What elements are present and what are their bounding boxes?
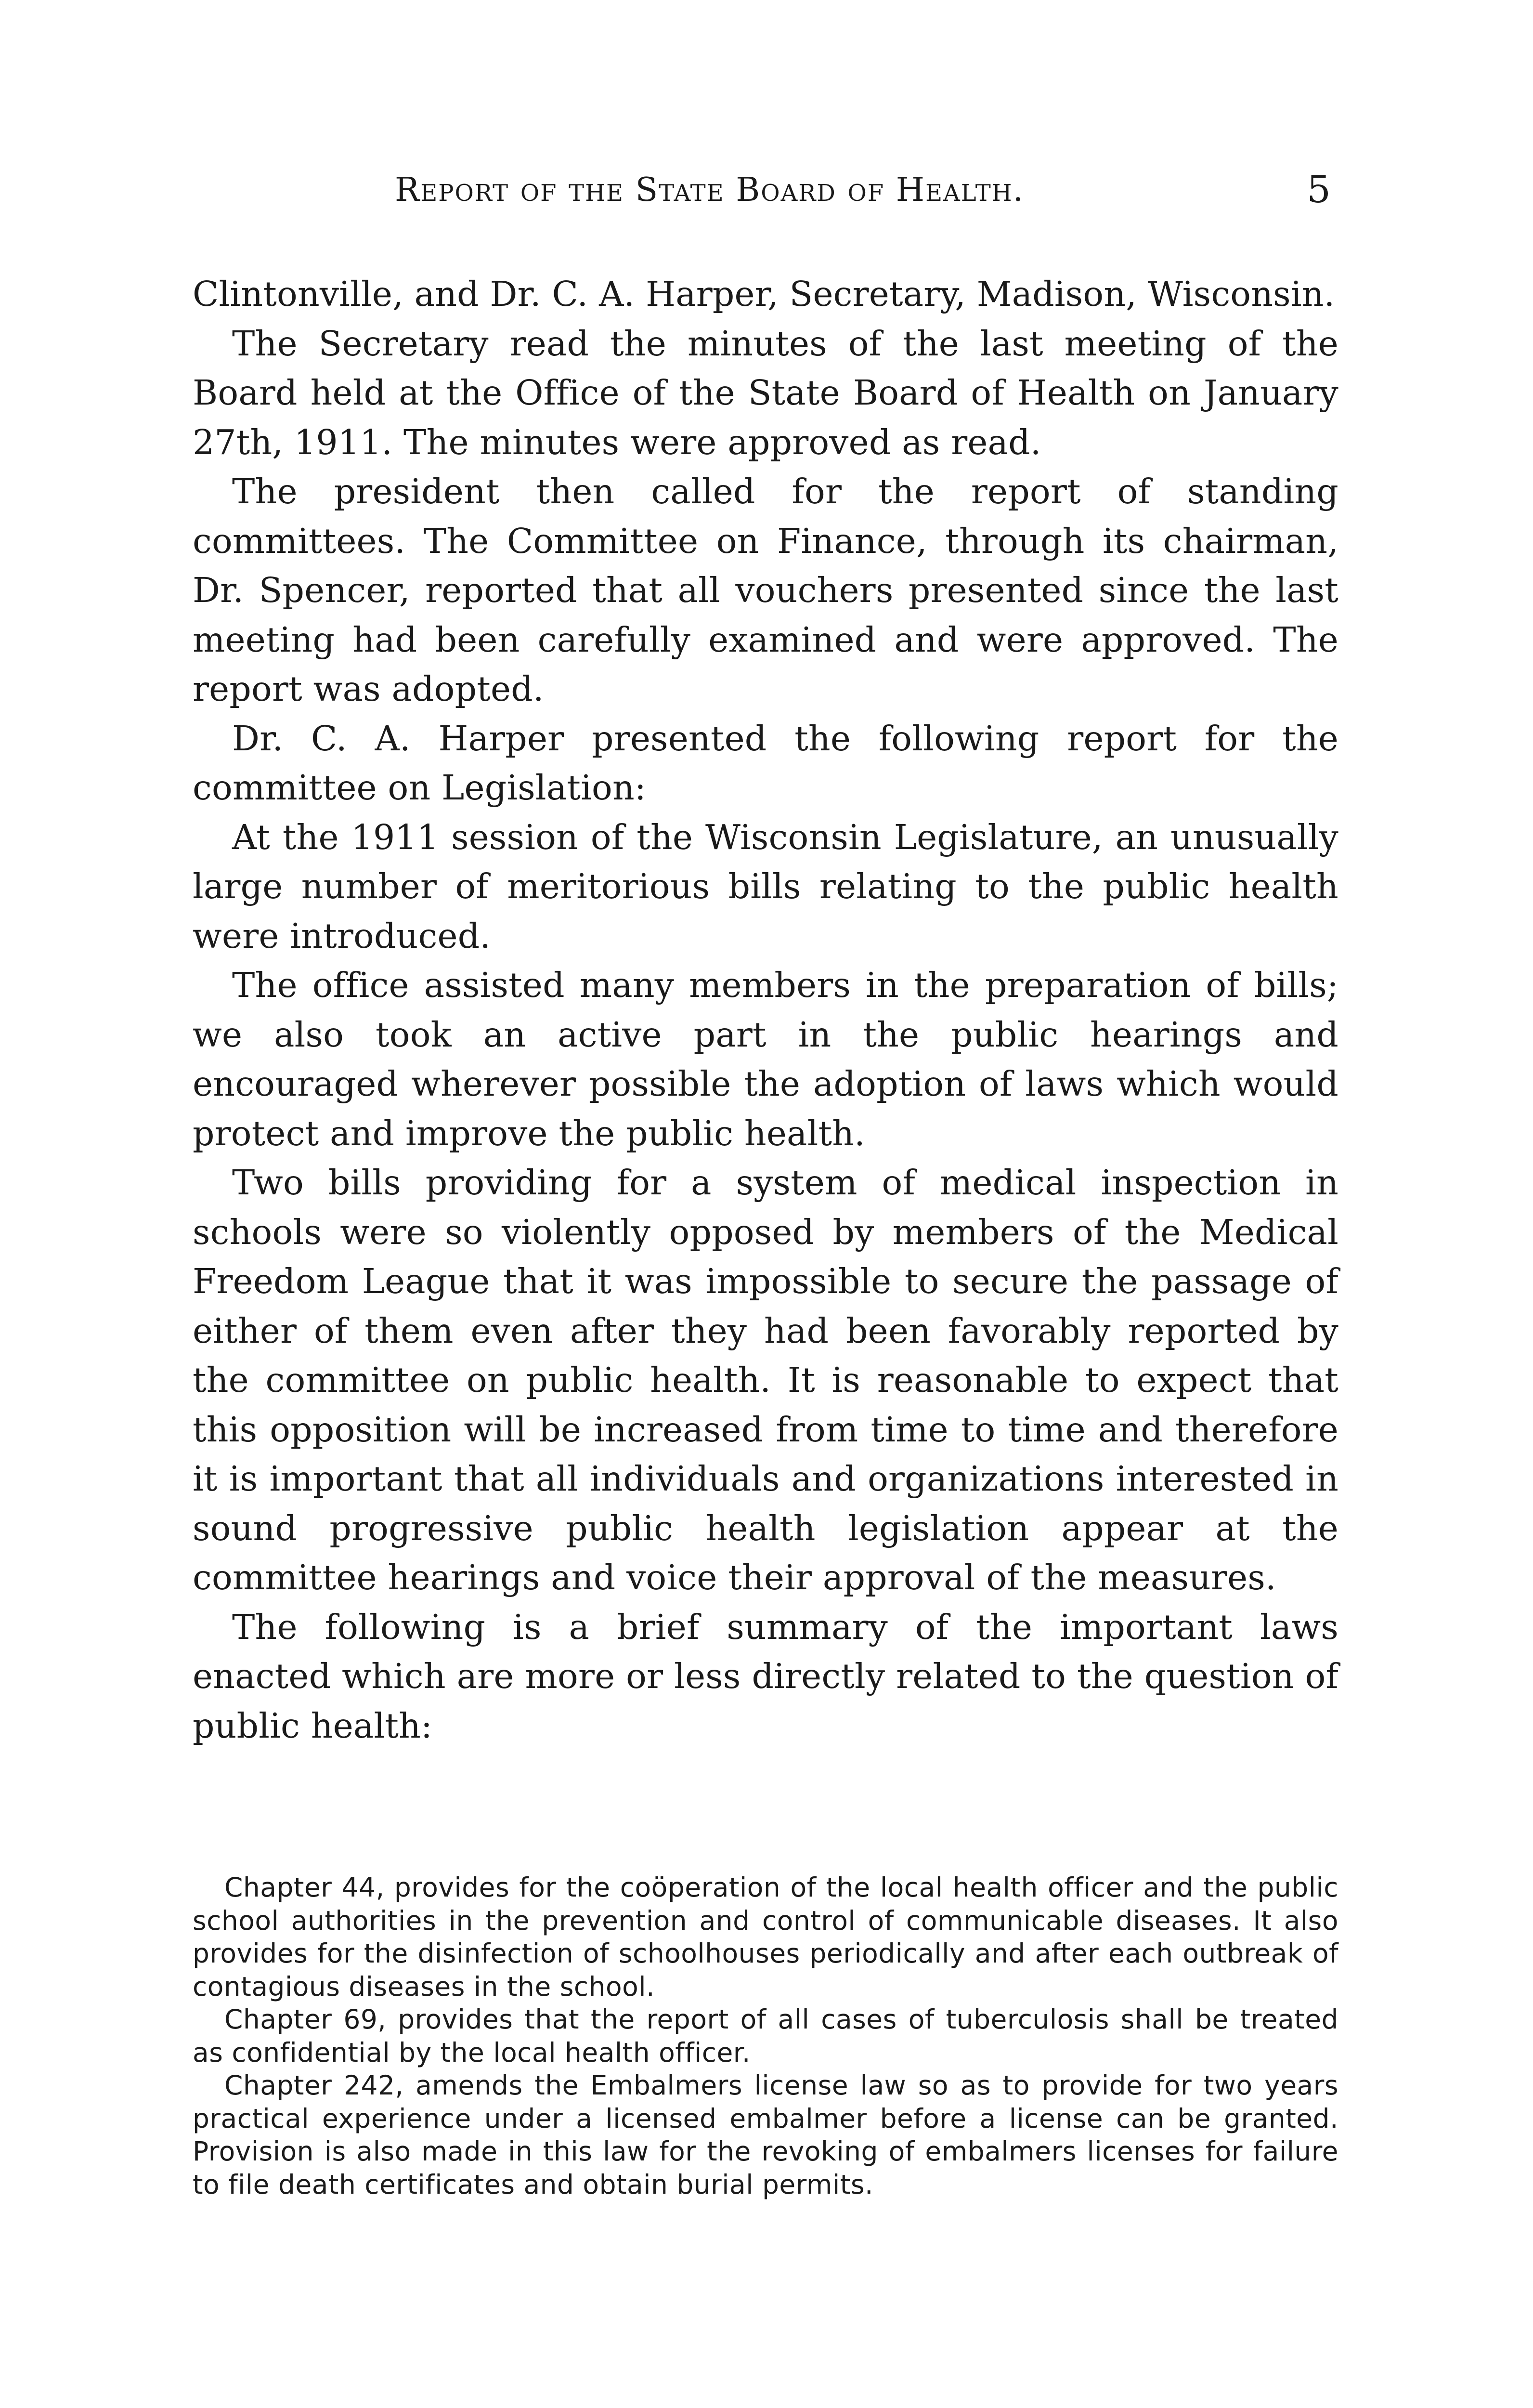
paragraph-bills: Two bills providing for a system of medical inspection in schools were so violently opposed by members of the Medical Freedom League that it was impossible to secure the passage of either of them even after they had been favorably reported by the committee on public health. It is reasonable to expect that this opposition will be increased from time to time and therefore it is important that all individuals and organizations interested in sound progressive public health legislation appear at the committee hearings and voice their approval of the measures. xyxy=(193,1163,1338,1597)
chapter-note-69: Chapter 69, provides that the report of all cases of tuberculosis shall be treated as confidential by the local health officer. xyxy=(193,2004,1338,2068)
paragraph-committees: The president then called for the report of standing committees. The Committee on Finance, through its chairman, Dr. Spencer, reported that all vouchers presented since the last meeting had been carefully examined and were approved. The report was adopted. xyxy=(193,471,1338,709)
paragraph-continuation: Clintonville, and Dr. C. A. Harper, Secretary, Madison, Wisconsin. xyxy=(193,274,1335,314)
body-text xyxy=(193,270,1338,1751)
paragraph-legislation-intro: Dr. C. A. Harper presented the following report for the committee on Legislation: xyxy=(193,718,1338,808)
running-title: Report of the State Board of Health. xyxy=(395,171,1025,209)
paragraph-minutes: The Secretary read the minutes of the last meeting of the Board held at the Office of the State Board of Health on January 27th, 1911. The minutes were approved as read. xyxy=(193,323,1338,462)
paragraph-office: The office assisted many members in the preparation of bills; we also took an active part in the public hearings and encouraged wherever possible the adoption of laws which would protect and improve the public health. xyxy=(193,965,1338,1153)
document-page xyxy=(193,0,1340,2408)
page-number: 5 xyxy=(1307,168,1331,211)
paragraph-session: At the 1911 session of the Wisconsin Legislature, an unusually large number of meritorious bills relating to the public health were introduced. xyxy=(193,817,1338,956)
running-head xyxy=(193,168,1340,219)
chapter-notes xyxy=(193,1871,1338,2201)
paragraph-summary: The following is a brief summary of the important laws enacted which are more or less directly related to the question of public health: xyxy=(193,1607,1338,1746)
chapter-note-242: Chapter 242, amends the Embalmers license law so as to provide for two years practical experience under a licensed embalmer before a license can be granted. Provision is also made in this law for the revoking of embalmers licenses for failure to file death certificates and obtain burial permits. xyxy=(193,2070,1338,2200)
chapter-note-44: Chapter 44, provides for the coöperation of the local health officer and the public school authorities in the prevention and control of communicable diseases. It also provides for the disinfection of schoolhouses periodically and after each outbreak of contagious diseases in the school. xyxy=(193,1872,1338,2002)
